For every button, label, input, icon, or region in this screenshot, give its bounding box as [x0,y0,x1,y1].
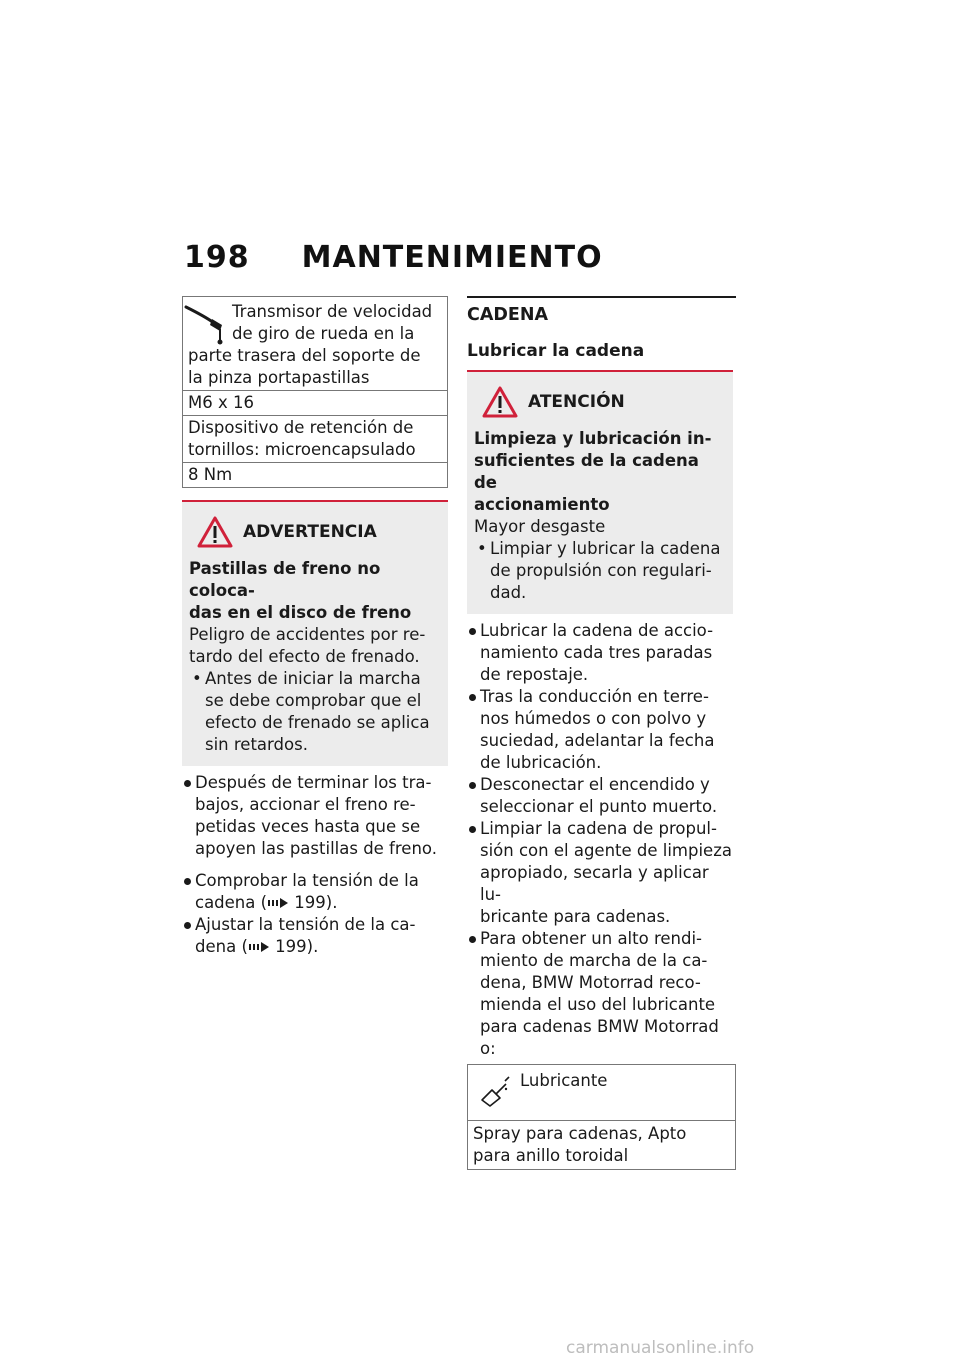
subsection-title: Lubricar la cadena [467,341,645,361]
list-item-line: Desconectar el encendido y [480,775,710,794]
list-item [467,928,733,1060]
torque-spec-table [182,296,448,488]
list-item-line: namiento cada tres paradas [480,643,713,662]
lubricant-table [467,1064,736,1170]
warning-triangle-icon [197,516,233,548]
ref-page[interactable]: 199). [269,937,319,956]
lubricant-label-row [468,1065,735,1121]
list-item [182,870,448,914]
caution-title-row [482,386,726,418]
warning-bullet-line: • Antes de iniciar la marcha [205,669,421,688]
list-item-line: para cadenas BMW Motorrad [480,1017,719,1036]
list-item [467,774,733,818]
list-item-line: petidas veces hasta que se [195,817,421,836]
caution-bullet [474,538,726,604]
warning-bullet [189,668,441,756]
list-item-line [195,936,448,958]
list-item-line: apoyen las pastillas de freno. [195,839,437,858]
torque-wrench-icon [184,301,230,345]
page-title: MANTENIMIENTO [301,240,603,275]
list-item-line: Limpiar la cadena de propul- [480,819,717,838]
list-item-line: miento de marcha de la ca- [480,951,708,970]
list-item-line: o: [480,1039,496,1058]
list-item-line: de repostaje. [480,665,589,684]
spec-size-row: M6 x 16 [183,390,447,415]
spec-label-line: parte trasera del soporte de [188,346,421,365]
warning-heading-line: Pastillas de freno no coloca- [189,559,381,600]
warning-text-line: Peligro de accidentes por re- [189,625,426,644]
list-item-line: nos húmedos o con polvo y [480,709,707,728]
warning-box [182,500,448,766]
page-reference-arrow-icon[interactable] [267,897,289,909]
page-number: 198 [184,240,250,275]
caution-bullet-line: de propulsión con regulari- [490,561,712,580]
warning-title-row [197,516,441,548]
spec-label-line: de giro de rueda en la [232,324,415,343]
section-title: CADENA [467,305,549,325]
page-reference-arrow-icon[interactable] [248,941,270,953]
list-item-line: bricante para cadenas. [480,907,671,926]
caution-title: ATENCIÓN [528,392,625,412]
ref-page[interactable]: 199). [289,893,338,912]
caution-heading-line: accionamiento [474,495,610,514]
warning-bullet-line: efecto de frenado se aplica [205,713,430,732]
watermark: carmanualsonline.info [566,1338,755,1358]
spec-retention-line: Dispositivo de retención de [188,418,414,437]
caution-heading-line: suficientes de la cadena de [474,451,699,492]
list-item-line: seleccionar el punto muerto. [480,797,718,816]
left-column [182,296,448,958]
list-item [467,686,733,774]
list-item-line: Comprobar la tensión de la [195,871,419,890]
list-item [182,914,448,958]
list-item [467,620,733,686]
list-item-line: mienda el uso del lubricante [480,995,716,1014]
ref-text: cadena ( [195,893,268,912]
list-item-line: Ajustar la tensión de la ca- [195,915,416,934]
warning-text-line: tardo del efecto de frenado. [189,647,420,666]
list-item-line: dena, BMW Motorrad reco- [480,973,701,992]
list-item-line: apropiado, secarla y aplicar lu- [480,863,709,904]
list-item-line: Después de terminar los tra- [195,773,432,792]
list-item-line: suciedad, adelantar la fecha [480,731,715,750]
list-item-line [195,892,448,914]
warning-bullet-line: sin retardos. [205,735,308,754]
spec-label-row [183,297,447,390]
caution-box [467,370,733,614]
section-divider [467,296,736,298]
warning-heading-line: das en el disco de freno [189,603,412,622]
spec-label-line: Transmisor de velocidad [232,302,433,321]
spec-retention-line: tornillos: microencapsulado [188,440,416,459]
left-bullet-list [182,772,448,958]
warning-triangle-icon [482,386,518,418]
warning-title: ADVERTENCIA [243,522,377,542]
caution-bullet-line: dad. [490,583,527,602]
list-item-line: sión con el agente de limpieza [480,841,732,860]
spec-retention-row [183,415,447,462]
list-item [182,772,448,860]
page-header [184,240,603,275]
right-column [467,296,733,1170]
lubricant-label: Lubricante [520,1071,608,1090]
caution-heading-line: Limpieza y lubricación in- [474,429,712,448]
list-item-line: Lubricar la cadena de accio- [480,621,714,640]
list-item-line: de lubricación. [480,753,602,772]
list-item-line: bajos, accionar el freno re- [195,795,416,814]
list-item [467,818,733,928]
list-item-line: Para obtener un alto rendi- [480,929,702,948]
lubricant-value-line: Spray para cadenas, Apto [473,1124,687,1143]
list-item-line: Tras la conducción en terre- [480,687,709,706]
lubricant-value [468,1121,735,1169]
right-bullet-list [467,620,733,1060]
warning-bullet-line: se debe comprobar que el [205,691,422,710]
lubricant-value-line: para anillo toroidal [473,1146,629,1165]
spec-torque-row: 8 Nm [183,462,447,487]
spec-label-line: la pinza portapastillas [188,368,370,387]
caution-bullet-line: • Limpiar y lubricar la cadena [490,539,721,558]
oil-can-icon [478,1074,512,1108]
caution-text: Mayor desgaste [474,517,606,536]
ref-text: dena ( [195,937,248,956]
